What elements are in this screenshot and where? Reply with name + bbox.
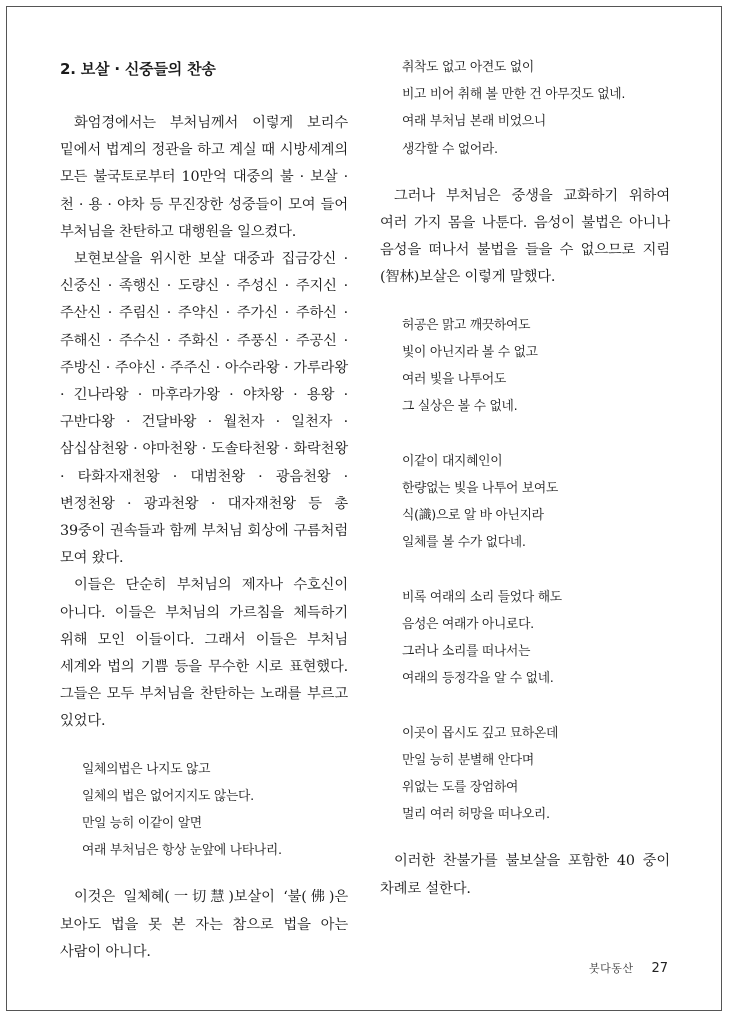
spacer (380, 556, 670, 583)
page-footer (589, 960, 668, 976)
verse-line: 만일 능히 이같이 알면 (82, 816, 202, 832)
verse-line: 여래 부처님은 항상 눈앞에 나타나리. (82, 843, 282, 859)
verse-line: 식(識)으로 알 바 아닌지라 (402, 508, 544, 524)
verse-line: 음성은 여래가 아니로다. (402, 616, 534, 632)
spacer (60, 864, 348, 884)
verse-line: 한량없는 빛을 나투어 보여도 (402, 480, 559, 496)
spacer (380, 420, 670, 447)
verse-line: 취착도 없고 아견도 없이 (402, 60, 534, 75)
verse-line: 일체를 볼 수가 없다네. (402, 535, 526, 551)
body-paragraph: 이것은 일체혜(一切慧)보살이 ‘불(佛)은 보아도 법을 못 본 자는 참으로 법을 아는 사람이 아니다. (60, 889, 348, 960)
publication-brand: 붓다동산 (588, 962, 634, 975)
verse-block (380, 448, 670, 557)
verse-block (380, 720, 670, 829)
verse-line: 이같이 대지혜인이 (402, 453, 503, 469)
verse-line: 그러나 소리를 떠나서는 (402, 644, 531, 660)
verse-line: 빛이 아닌지라 볼 수 없고 (402, 344, 538, 360)
verse-block (60, 756, 348, 865)
spacer (380, 692, 670, 719)
verse-line: 생각할 수 없어라. (402, 141, 498, 157)
body-paragraph: 화엄경에서는 부처님께서 이렇게 보리수 밑에서 법계의 정관을 하고 계실 때 시방세계의 모든 불국토로부터 10만억 대중의 불 · 보살 · 천 · 용 · 야차 등 무진장한 성중들이 모여 들어 부처님을 찬탄하고 대행원을 일으켰다. (60, 115, 348, 240)
verse-line: 멀리 여러 허망을 떠나오리. (402, 807, 550, 823)
section-heading: 2. 보살 · 신중들의 찬송 (60, 60, 216, 78)
verse-line: 이곳이 몹시도 깊고 묘하온데 (402, 725, 559, 741)
body-paragraph: 보현보살을 위시한 보살 대중과 집금강신 · 신중신 · 족행신 · 도량신 · 주성신 · 주지신 · 주산신 · 주림신 · 주약신 · 주가신 · 주하신 · 주해신 · 주수신 · 주화신 · 주풍신 · 주공신 · 주방신 · 주야신 · 주주신 · 아수라왕 · 가루라왕 · 긴나라왕 · 마후라가왕 · 야차왕 · 용왕 · 구반다왕 · 건달바왕 · 월천자 · 일천자 · 삼십삼천왕 · 야마천왕 · 도솔타천왕 · 화락천왕 · 타화자재천왕 · 대범천왕 · 광음천왕 · 변정천왕 · 광과천왕 · 대자재천왕 등 총 39중이 권속들과 함께 부처님 회상에 구름처럼 모여 왔다. (60, 251, 348, 567)
verse-line: 위없는 도를 장엄하여 (402, 780, 519, 796)
verse-line: 허공은 맑고 깨끗하여도 (402, 317, 531, 333)
verse-block (380, 584, 670, 693)
body-paragraph: 그러나 부처님은 중생을 교화하기 위하여 여러 가지 몸을 나툰다. 음성이 불법은 아니나 음성을 떠나서 불법을 들을 수 없으므로 지림(智林)보살은 이렇게 말했다. (380, 187, 670, 286)
page-number: 27 (651, 960, 668, 976)
spacer (380, 163, 670, 183)
right-column (380, 54, 670, 903)
verse-block (380, 54, 670, 163)
body-paragraph: 이러한 찬불가를 불보살을 포함한 40 중이 차례로 설한다. (380, 853, 670, 897)
left-column (60, 54, 348, 966)
body-paragraph: 이들은 단순히 부처님의 제자나 수호신이 아니다. 이들은 부처님의 가르침을 체득하기 위해 모인 이들이다. 그래서 이들은 부처님 세계와 법의 기쁨 등을 무수한 시로 표현했다. 그들은 모두 부처님을 찬탄하는 노래를 부르고 있었다. (60, 577, 348, 730)
spacer (380, 828, 670, 848)
verse-line: 만일 능히 분별해 안다며 (402, 752, 534, 768)
verse-line: 여러 빛을 나투어도 (402, 372, 507, 388)
verse-line: 여래의 등정각을 알 수 없네. (402, 671, 554, 687)
verse-block (380, 312, 670, 421)
verse-line: 비고 비어 취해 볼 만한 건 아무것도 없네. (402, 87, 626, 103)
verse-line: 그 실상은 볼 수 없네. (402, 399, 518, 415)
spacer (380, 292, 670, 312)
spacer (60, 736, 348, 756)
verse-line: 비록 여래의 소리 들었다 해도 (402, 589, 562, 605)
verse-line: 일체의 법은 없어지지도 않는다. (82, 788, 254, 804)
verse-line: 일체의법은 나지도 않고 (82, 761, 211, 777)
verse-line: 여래 부처님 본래 비었으니 (402, 114, 546, 130)
